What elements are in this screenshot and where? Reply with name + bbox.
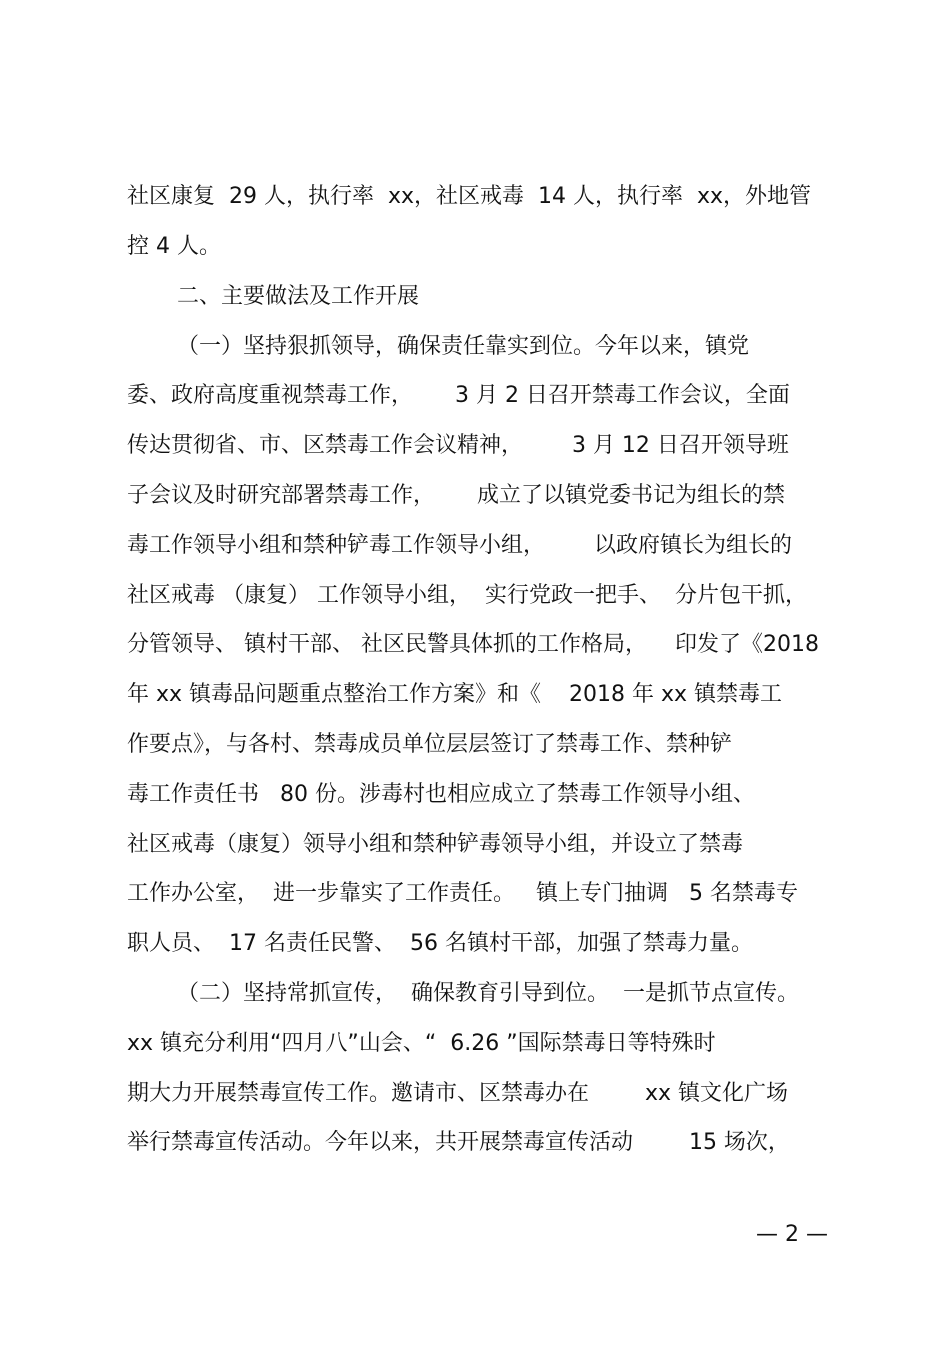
text-line: 职人员、 17 名责任民警、 56 名镇村干部，加强了禁毒力量。: [127, 931, 753, 956]
page-number: — 2 —: [756, 1222, 828, 1247]
text-line: 举行禁毒宣传活动。今年以来，共开展禁毒宣传活动 15 场次，: [127, 1130, 790, 1155]
text-line: 子会议及时研究部署禁毒工作， 成立了以镇党委书记为组长的禁: [127, 483, 785, 508]
section-heading: 二、主要做法及工作开展: [177, 284, 420, 309]
text-line: 毒工作领导小组和禁种铲毒工作领导小组， 以政府镇长为组长的: [127, 533, 792, 558]
text-line: （二）坚持常抓宣传， 确保教育引导到位。 一是抓节点宣传。: [177, 981, 799, 1006]
text-line: 年 xx 镇毒品问题重点整治工作方案》和《 2018 年 xx 镇禁毒工: [127, 682, 783, 707]
text-line: 分管领导、 镇村干部、 社区民警具体抓的工作格局， 印发了《2018: [127, 632, 819, 657]
text-line: 作要点》，与各村、禁毒成员单位层层签订了禁毒工作、禁种铲: [127, 732, 733, 757]
text-line: 期大力开展禁毒宣传工作。邀请市、区禁毒办在 xx 镇文化广场: [127, 1081, 788, 1106]
text-line: 控 4 人。: [127, 234, 221, 259]
text-line: xx 镇充分利用“四月八”山会、“ 6.26 ”国际禁毒日等特殊时: [127, 1031, 716, 1056]
text-line: 毒工作责任书 80 份。涉毒村也相应成立了禁毒工作领导小组、: [127, 782, 755, 807]
text-line: 社区戒毒（康复）领导小组和禁种铲毒领导小组，并设立了禁毒: [127, 832, 744, 857]
text-line: 工作办公室， 进一步靠实了工作责任。 镇上专门抽调 5 名禁毒专: [127, 881, 798, 906]
text-line: （一）坚持狠抓领导，确保责任靠实到位。今年以来，镇党: [177, 334, 750, 359]
text-line: 社区戒毒 （康复） 工作领导小组， 实行党政一把手、 分片包干抓，: [127, 583, 807, 608]
text-line: 社区康复 29 人，执行率 xx，社区戒毒 14 人，执行率 xx，外地管: [127, 184, 811, 209]
text-line: 委、政府高度重视禁毒工作， 3 月 2 日召开禁毒工作会议，全面: [127, 383, 790, 408]
text-line: 传达贯彻省、市、区禁毒工作会议精神， 3 月 12 日召开领导班: [127, 433, 789, 458]
